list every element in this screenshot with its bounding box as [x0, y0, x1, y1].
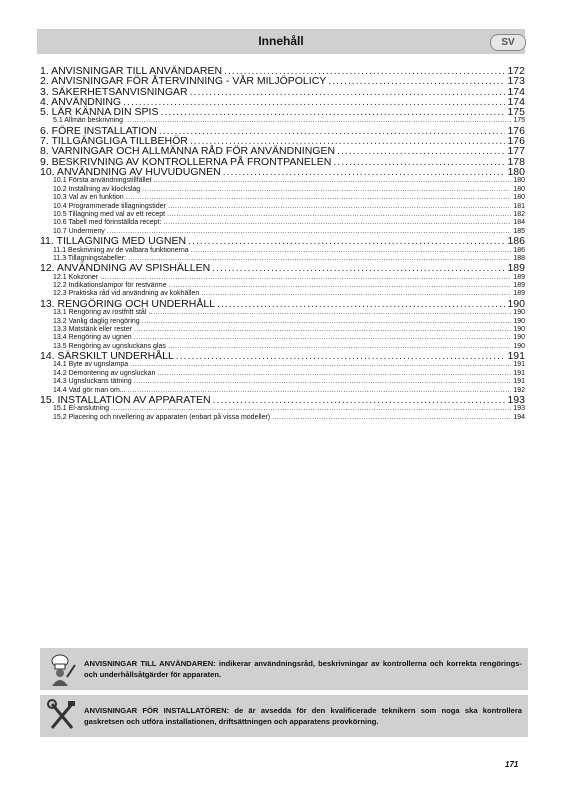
toc-entry-page: 192 — [513, 386, 525, 394]
toc-entry-title: 15.2 Placering och nivellering av apparaten (enbart på vissa modeller) — [53, 413, 271, 421]
toc-leader-dots — [100, 274, 511, 282]
installer-instructions-note — [40, 695, 528, 737]
toc-entry-title: 10.7 Undermeny — [53, 227, 105, 235]
toc-section-entry — [40, 334, 525, 342]
toc-entry-title: 14. SÄRSKILT UNDERHÅLL — [40, 350, 174, 363]
toc-entry-title: 10.3 Val av en funktion — [53, 194, 124, 202]
toc-entry-page: 194 — [513, 413, 525, 421]
toc-section-entry — [40, 378, 525, 386]
toc-entry-title: 12. ANVÄNDNING AV SPISHÄLLEN — [40, 262, 211, 275]
toc-entry-page: 191 — [513, 361, 525, 369]
toc-entry-page: 190 — [513, 325, 525, 333]
toc-leader-dots — [213, 395, 506, 405]
toc-chapter-entry — [40, 395, 525, 405]
toc-leader-dots — [201, 290, 511, 298]
toc-section-entry — [40, 211, 525, 219]
toc-leader-dots — [134, 334, 512, 342]
toc-entry-page: 180 — [513, 194, 525, 202]
toc-leader-dots — [191, 247, 512, 255]
toc-entry-page: 191 — [507, 350, 525, 363]
toc-entry-title: 7. TILLGÄNGLIGA TILLBEHÖR — [40, 135, 188, 148]
toc-entry-title: 3. SÄKERHETSANVISNINGAR — [40, 85, 188, 98]
toc-entry-title: 13.1 Rengöring av rostfritt stål — [53, 309, 147, 317]
installer-instructions-text: ANVISNINGAR FÖR INSTALLATÖREN: de är avsedda för den kvalificerade teknikern som noga ska kontrollera gaskretsen och utföra installationen, driftsättningen och apparatens provkörning. — [84, 706, 522, 726]
toc-entry-page: 173 — [507, 75, 525, 88]
toc-leader-dots — [333, 157, 505, 167]
toc-entry-page: 189 — [513, 273, 525, 281]
toc-section-entry — [40, 203, 525, 211]
toc-leader-dots — [169, 282, 512, 290]
toc-chapter-entry — [40, 236, 525, 246]
toc-entry-title: 10.1 Första användningstillfället — [53, 177, 152, 185]
toc-entry-page: 191 — [513, 369, 525, 377]
toc-entry-title: 15. INSTALLATION AV APPARATEN — [40, 394, 211, 407]
toc-entry-page: 174 — [507, 85, 525, 98]
user-instructions-text: ANVISNINGAR TILL ANVÄNDAREN: indikerar användningsråd, beskrivningar av kontrollerna och korrekta rengörings- och underhållsåtgärder för apparaten. — [84, 659, 522, 679]
toc-leader-dots — [176, 351, 506, 361]
toc-section-entry — [40, 414, 525, 422]
toc-entry-title: 12.1 Kokzoner — [53, 273, 99, 281]
chef-icon — [46, 651, 78, 687]
toc-entry-page: 193 — [507, 394, 525, 407]
toc-section-entry — [40, 194, 525, 202]
toc-leader-dots — [328, 76, 505, 86]
toc-entry-title: 10.6 Tabell med förinställda recept: — [53, 219, 162, 227]
toc-entry-page: 178 — [507, 155, 525, 168]
toc-entry-title: 11.3 Tillagningstabeller: — [53, 254, 127, 262]
toc-section-entry — [40, 318, 525, 326]
toc-leader-dots — [160, 107, 505, 117]
toc-entry-page: 188 — [513, 254, 525, 262]
toc-leader-dots — [126, 194, 512, 202]
language-badge: SV — [490, 34, 526, 51]
toc-leader-dots — [153, 177, 511, 185]
notes-section — [40, 648, 528, 742]
toc-section-entry — [40, 247, 525, 255]
toc-entry-title: 5.1 Allmän beskrivning — [53, 117, 124, 125]
toc-section-entry — [40, 405, 525, 413]
toc-entry-page: 174 — [507, 95, 525, 108]
toc-leader-dots — [148, 309, 511, 317]
toc-entry-title: 13. RENGÖRING OCH UNDERHÅLL — [40, 297, 216, 310]
toc-leader-dots — [159, 126, 506, 136]
toc-entry-page: 190 — [513, 334, 525, 342]
page-number: 171 — [505, 760, 519, 769]
toc-entry-page: 190 — [507, 297, 525, 310]
toc-entry-title: 15.1 El-anslutning — [53, 405, 110, 413]
toc-entry-title: 1. ANVISNINGAR TILL ANVÄNDAREN — [40, 65, 223, 77]
toc-entry-title: 8. VARNINGAR OCH ALLMÄNNA RÅD FÖR ANVÄNDNINGEN — [40, 145, 336, 158]
toc-entry-page: 175 — [513, 117, 525, 125]
toc-leader-dots — [272, 414, 511, 422]
toc-entry-page: 180 — [513, 185, 525, 193]
toc-chapter-entry — [40, 263, 525, 273]
toc-leader-dots — [123, 97, 505, 107]
toc-leader-dots — [142, 186, 511, 194]
toc-entry-page: 177 — [507, 145, 525, 158]
toc-entry-page: 185 — [513, 227, 525, 235]
toc-leader-dots — [134, 378, 512, 386]
toc-entry-page: 181 — [513, 202, 525, 210]
user-instructions-note — [40, 648, 528, 690]
toc-entry-title: 13.3 Matstänk eller rester — [53, 325, 132, 333]
toc-leader-dots — [125, 117, 511, 125]
toc-leader-dots — [337, 146, 505, 156]
toc-section-entry — [40, 219, 525, 227]
toc-entry-title: 10.2 Inställning av klockslag — [53, 185, 141, 193]
toc-section-entry — [40, 186, 525, 194]
toc-section-entry — [40, 326, 525, 334]
toc-entry-page: 172 — [507, 65, 525, 77]
toc-entry-title: 11.1 Beskrivning av de valbara funktionerna — [53, 246, 189, 254]
toc-chapter-entry — [40, 299, 525, 309]
toc-entry-page: 176 — [507, 135, 525, 148]
toc-leader-dots — [130, 361, 511, 369]
toc-entry-page: 186 — [507, 235, 525, 248]
tools-icon — [46, 698, 78, 734]
toc-entry-page: 190 — [513, 309, 525, 317]
page-title: Innehåll — [37, 29, 525, 54]
toc-section-entry — [40, 361, 525, 369]
toc-entry-title: 6. FÖRE INSTALLATION — [40, 124, 157, 137]
toc-entry-title: 14.1 Byte av ugnslampa — [53, 361, 129, 369]
toc-entry-title: 14.4 Vad gör man om... — [53, 386, 126, 394]
toc-entry-page: 180 — [507, 166, 525, 179]
toc-entry-title: 10.4 Programmerade tillagningstider — [53, 202, 166, 210]
toc-leader-dots — [168, 203, 511, 211]
toc-entry-title: 12.2 Indikationslampor för restvärme — [53, 282, 167, 290]
toc-entry-title: 13.5 Rengöring av ugnsluckans glas — [53, 342, 166, 350]
toc-leader-dots — [217, 299, 505, 309]
toc-chapter-entry — [40, 107, 525, 117]
toc-entry-title: 4. ANVÄNDNING — [40, 95, 122, 108]
toc-section-entry — [40, 370, 525, 378]
toc-entry-page: 180 — [513, 177, 525, 185]
toc-section-entry — [40, 274, 525, 282]
toc-entry-page: 190 — [513, 342, 525, 350]
toc-leader-dots — [212, 263, 505, 273]
toc-leader-dots — [223, 167, 506, 177]
toc-entry-page: 182 — [513, 211, 525, 218]
table-of-contents — [40, 66, 525, 422]
toc-entry-title: 14.2 Demontering av ugnsluckan — [53, 369, 156, 377]
toc-entry-page: 189 — [513, 290, 525, 298]
toc-entry-page: 189 — [507, 262, 525, 275]
toc-entry-title: 2. ANVISNINGAR FÖR ÅTERVINNING - VÅR MILJÖPOLICY — [40, 75, 327, 88]
toc-section-entry — [40, 309, 525, 317]
toc-chapter-entry — [40, 351, 525, 361]
toc-leader-dots — [134, 326, 511, 334]
toc-leader-dots — [188, 236, 505, 246]
toc-entry-title: 12.3 Praktiska råd vid användning av kokhällen — [53, 290, 200, 298]
toc-leader-dots — [142, 318, 512, 326]
toc-entry-page: 176 — [507, 124, 525, 137]
toc-entry-title: 5. LÄR KÄNNA DIN SPIS — [40, 106, 159, 119]
toc-entry-page: 189 — [513, 282, 525, 290]
toc-chapter-entry — [40, 167, 525, 177]
toc-section-entry — [40, 177, 525, 185]
toc-entry-page: 175 — [507, 106, 525, 119]
toc-leader-dots — [157, 370, 511, 378]
toc-entry-title: 10.5 Tillagning med val av ett recept — [53, 211, 166, 218]
toc-entry-page: 186 — [513, 246, 525, 254]
toc-entry-page: 184 — [513, 219, 525, 227]
toc-entry-title: 13.4 Rengöring av ugnen — [53, 334, 132, 342]
toc-entry-title: 11. TILLAGNING MED UGNEN — [40, 235, 187, 248]
toc-entry-page: 193 — [513, 405, 525, 413]
toc-entry-page: 191 — [513, 378, 525, 386]
toc-leader-dots — [163, 219, 511, 227]
toc-leader-dots — [111, 405, 511, 413]
toc-entry-title: 13.2 Vanlig daglig rengöring — [53, 317, 140, 325]
toc-entry-title: 10. ANVÄNDNING AV HUVUDUGNEN — [40, 166, 221, 179]
toc-leader-dots — [167, 211, 511, 219]
toc-entry-title: 14.3 Ugnsluckans tätning — [53, 378, 132, 386]
toc-leader-dots — [168, 343, 511, 351]
toc-entry-title: 9. BESKRIVNING AV KONTROLLERNA PÅ FRONTPANELEN — [40, 155, 332, 168]
toc-entry-page: 190 — [513, 317, 525, 325]
toc-leader-dots — [190, 87, 506, 97]
